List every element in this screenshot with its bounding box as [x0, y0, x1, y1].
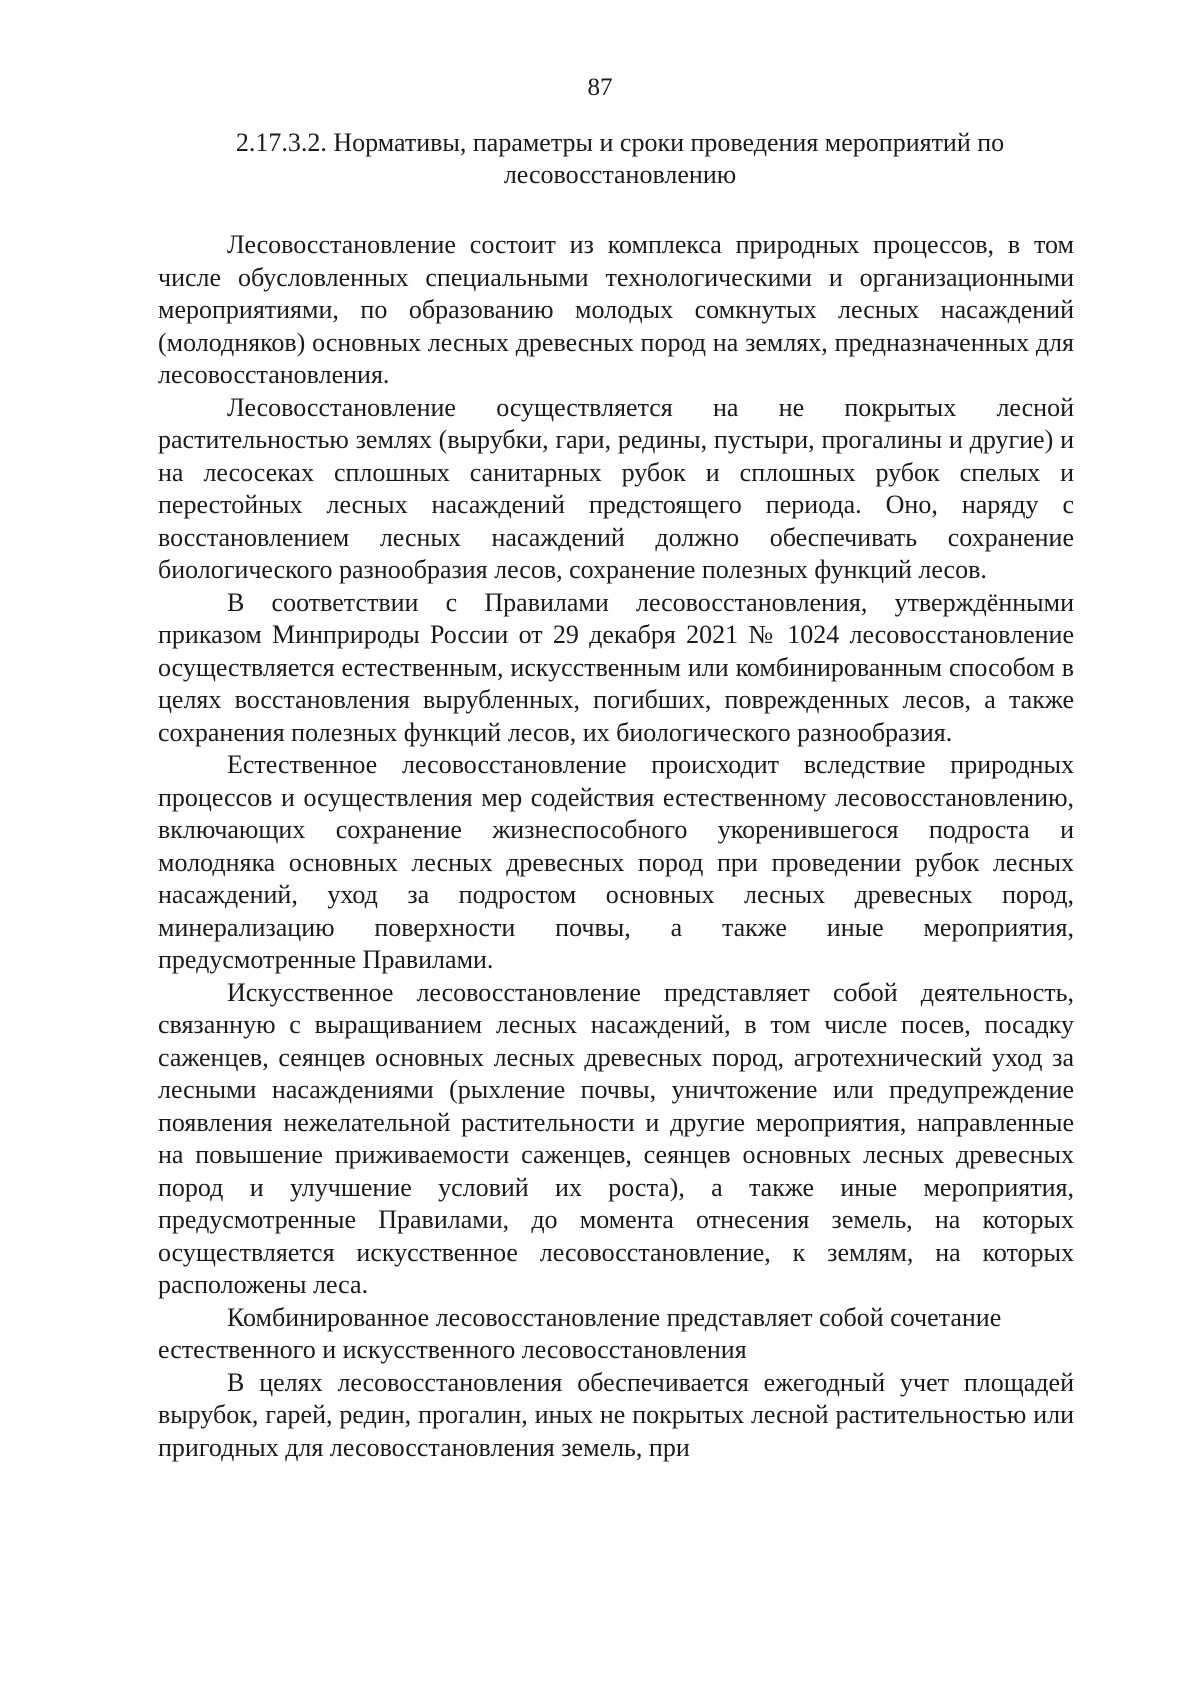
paragraph-7: В целях лесовосстановления обеспечивается ежегодный учет площадей вырубок, гарей, редин, прогалин, иных не покрытых лесной растительностью или пригодных для лесовосстановления земель, при	[158, 1367, 1074, 1462]
paragraph-6: Комбинированное лесовосстановление представляет собой сочетание естественного и искусственного лесовосстановления	[158, 1302, 1002, 1364]
section-title: 2.17.3.2. Нормативы, параметры и сроки проведения мероприятий по лесовосстановлению	[235, 128, 1005, 189]
paragraph-4: Естественное лесовосстановление происходит вследствие природных процессов и осуществления мер содействия естественному лесовосстановлению, включающих сохранение жизнеспособного укоренившегося подроста и молодняка основных лесных древесных пород при проведении рубок лесных насаждений, уход за подростом основных лесных древесных пород, минерализацию поверхности почвы, а также иные мероприятия, предусмотренные Правилами.	[158, 750, 1074, 974]
body-text	[158, 229, 1074, 1464]
paragraph-5: Искусственное лесовосстановление представляет собой деятельность, связанную с выращиванием лесных насаждений, в том числе посев, посадку саженцев, сеянцев основных лесных древесных пород, агротехнический уход за лесными насаждениями (рыхление почвы, уничтожение или предупреждение появления нежелательной растительности и другие мероприятия, направленные на повышение приживаемости саженцев, сеянцев основных лесных древесных пород и улучшение условий их роста), а также иные мероприятия, предусмотренные Правилами, до момента отнесения земель, на которых осуществляется искусственное лесовосстановление, к землям, на которых расположены леса.	[158, 977, 1074, 1299]
paragraph-1: Лесовосстановление состоит из комплекса природных процессов, в том числе обусловленных специальными технологическими и организационными мероприятиями, по образованию молодых сомкнутых лесных насаждений (молодняков) основных лесных древесных пород на землях, предназначенных для лесовосстановления.	[158, 230, 1074, 389]
paragraph-3: В соответствии с Правилами лесовосстановления, утверждёнными приказом Минприроды России от 29 декабря 2021 № 1024 лесовосстановление осуществляется естественным, искусственным или комбинированным способом в целях восстановления вырубленных, погибших, поврежденных лесов, а также сохранения полезных функций лесов, их биологического разнообразия.	[158, 587, 1074, 747]
page-number: 87	[587, 74, 613, 101]
paragraph-2: Лесовосстановление осуществляется на не покрытых лесной растительностью землях (вырубки, гари, редины, пустыри, прогалины и другие) и на лесосеках сплошных санитарных рубок и сплошных рубок спелых и перестойных лесных насаждений предстоящего периода. Оно, наряду с восстановлением лесных насаждений должно обеспечивать сохранение биологического разнообразия лесов, сохранение полезных функций лесов.	[158, 392, 1074, 584]
